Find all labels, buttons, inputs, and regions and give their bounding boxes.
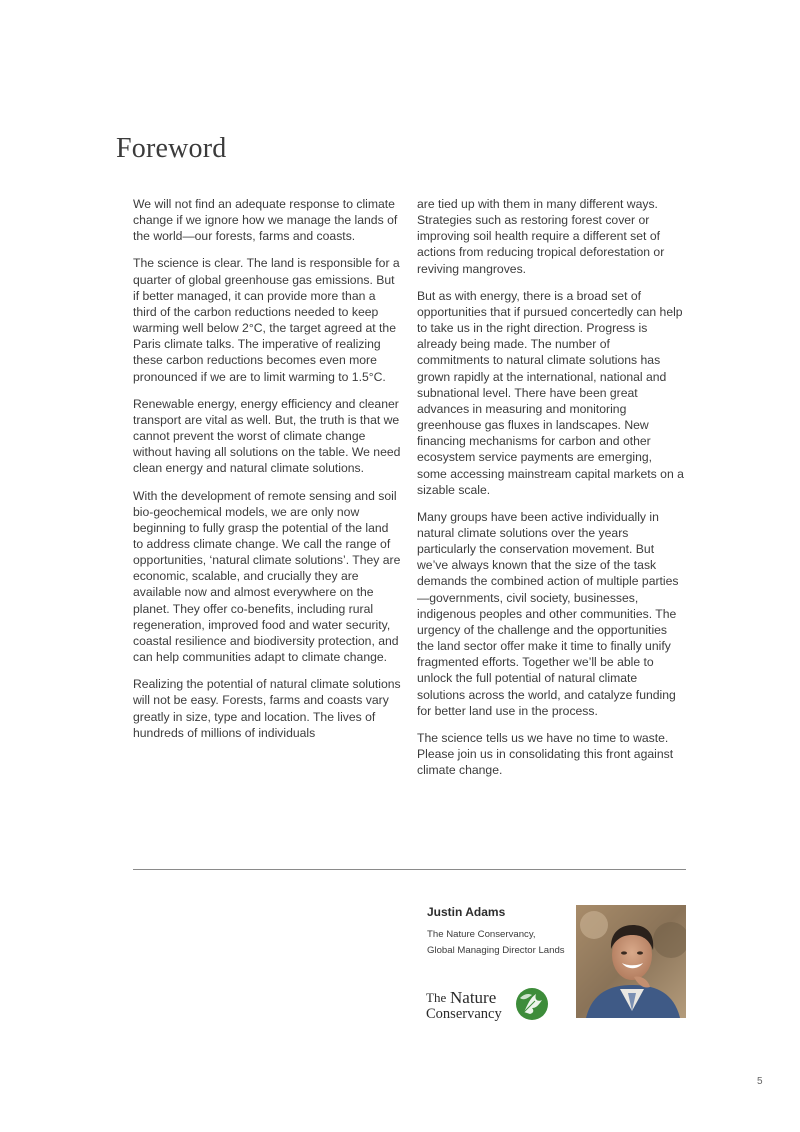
logo-conservancy-text: Conservancy	[426, 1006, 502, 1022]
section-divider	[133, 869, 686, 870]
paragraph: We will not find an adequate response to climate change if we ignore how we manage the lands of the world—our forests, farms and coasts.	[133, 197, 398, 244]
paragraph: But as with energy, there is a broad set of opportunities that if pursued concertedly can help to take us in the right direction. Progress is already being made. The number of commitments to natural climate solutions has grown rapidly at the international, national and subnational level. There have been great advances in measuring and monitoring greenhouse gas fluxes in landscapes. New financing mechanisms for carbon and other ecosystem service payments are emerging, some accessing mainstream capital markets on a sizable scale.	[417, 288, 684, 497]
oak-leaf-icon	[516, 988, 548, 1020]
portrait-photo	[576, 905, 686, 1018]
paragraph: The science tells us we have no time to waste. Please join us in consolidating this front against climate change.	[417, 730, 674, 778]
left-text-column	[133, 196, 401, 752]
paragraph: Many groups have been active individually in natural climate solutions over the years particularly the conservation movement. But we’ve always known that the size of the task demands the combined action of multiple parties—governments, civil society, businesses, indigenous peoples and other communities. The urgency of the challenge and the opportunities the land sector offer make it time to finally unify fragmented efforts. Together we’ll be able to unlock the full potential of natural climate solutions across the world, and catalyze funding for better land use in the process.	[417, 509, 679, 718]
paragraph: Renewable energy, energy efficiency and cleaner transport are vital as well. But, the truth is that we cannot prevent the worst of climate change without having all solutions on the table. We need clean energy and natural climate solutions.	[133, 396, 401, 476]
paragraph: The science is clear. The land is responsible for a quarter of global greenhouse gas emissions. But if better managed, it can provide more than a third of the carbon reductions needed to keep warming well below 2°C, the target agreed at the Paris climate talks. The imperative of realizing these carbon reductions becomes even more pronounced if we are to limit warming to 1.5°C.	[133, 256, 400, 384]
paragraph: are tied up with them in many different ways. Strategies such as restoring forest cover or improving soil health require a different set of actions from reducing tropical deforestation or reviving mangroves.	[417, 197, 665, 276]
logo-the-text: The	[426, 990, 447, 1005]
right-text-column	[417, 196, 685, 789]
page-number: 5	[757, 1076, 763, 1087]
nature-conservancy-logo	[426, 985, 551, 1025]
signatory-role: Global Managing Director Lands	[427, 945, 565, 956]
signatory-organization: The Nature Conservancy,	[427, 929, 536, 940]
signatory-name: Justin Adams	[427, 905, 506, 919]
logo-nature-text: Nature	[450, 988, 497, 1007]
paragraph: With the development of remote sensing and soil bio-geochemical models, we are only now beginning to fully grasp the potential of the land to address climate change. We call the range of opportunities, ‘natural climate solutions’. They are economic, scalable, and crucially they are available now and almost everywhere on the planet. They offer co-benefits, including rural regeneration, improved food and water security, coastal resilience and biodiversity protection, and can help communities adapt to climate change.	[133, 488, 401, 665]
page-title: Foreword	[116, 133, 227, 164]
paragraph: Realizing the potential of natural climate solutions will not be easy. Forests, farms and coasts vary greatly in size, type and location. The lives of hundreds of millions of individuals	[133, 677, 401, 740]
